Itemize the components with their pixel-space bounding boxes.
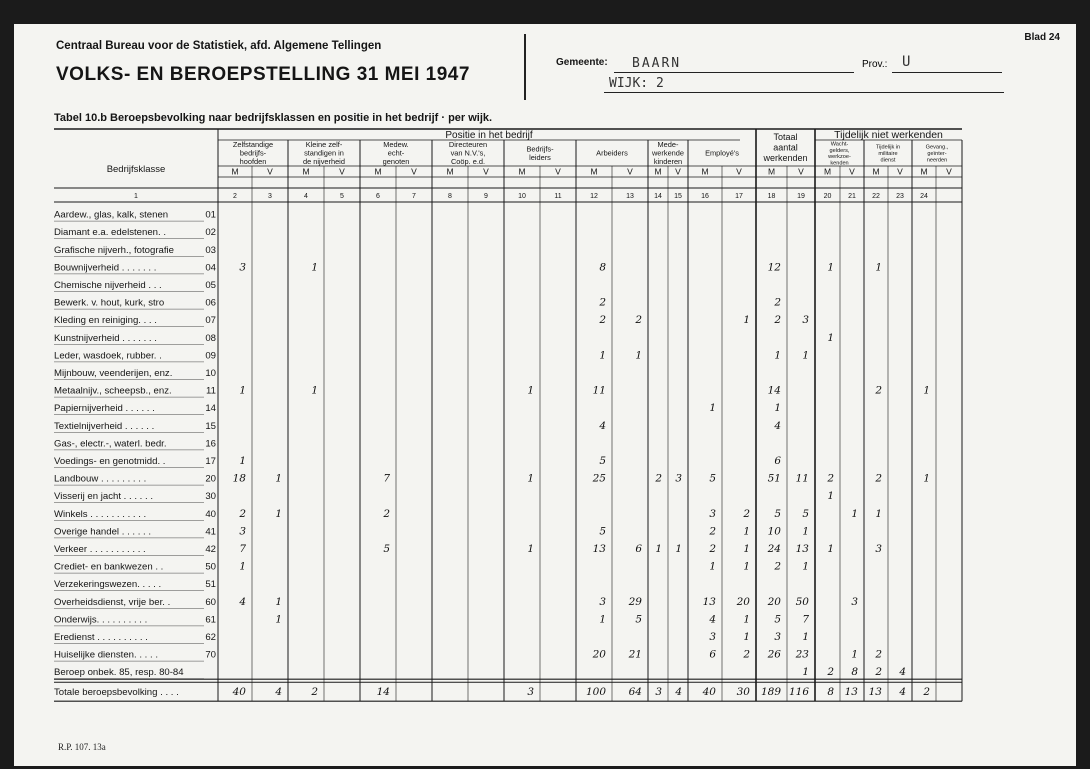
column-number: 18	[767, 193, 776, 200]
cell-value: 7	[239, 543, 246, 555]
cell-value: 1	[802, 666, 809, 679]
cell-value: 3	[239, 261, 246, 274]
total-value: 40	[702, 686, 716, 699]
row-label: Metaalnijv., scheepsb., enz.	[54, 385, 172, 397]
row-label: Voedings- en genotmidd. .	[54, 456, 166, 467]
row-code: 40	[205, 508, 216, 520]
cell-value: 2	[383, 507, 390, 520]
cell-value: 13	[702, 595, 716, 608]
wijk-value: WIJK: 2	[609, 76, 664, 91]
column-number: 15	[674, 193, 682, 200]
row-code: 17	[205, 456, 216, 467]
row-label: Aardew., glas, kalk, stenen	[54, 209, 169, 221]
row-label: Winkels . . . . . . . . . . .	[54, 508, 147, 520]
cell-value: 1	[802, 349, 809, 362]
row-label: Verzekeringswezen. . . . .	[54, 579, 162, 591]
cell-value: 5	[599, 525, 606, 538]
cell-value: 2	[709, 525, 716, 538]
cell-value: 7	[802, 613, 809, 626]
row-label: Bewerk. v. hout, kurk, stro	[54, 297, 165, 309]
group-header-line: van N.V.'s,	[450, 148, 486, 158]
cell-value: 13	[592, 543, 606, 555]
cell-value: 1	[851, 648, 858, 661]
cell-value: 50	[795, 595, 809, 608]
cell-value: 13	[795, 543, 809, 555]
row-code: 14	[205, 403, 216, 415]
sex-label: V	[555, 166, 561, 177]
cell-value: 1	[239, 455, 246, 467]
organization-heading: Centraal Bureau voor de Statistiek, afd. Algemene Tellingen	[56, 40, 382, 52]
cell-value: 6	[774, 455, 781, 467]
group-header-line: standigen in	[304, 148, 344, 158]
cell-value: 23	[795, 648, 809, 661]
group-header-line: Gevang.,	[925, 144, 949, 151]
column-number: 13	[626, 193, 634, 200]
cell-value: 3	[675, 472, 682, 485]
total-value: 4	[899, 686, 906, 699]
row-code: 50	[205, 561, 216, 573]
cell-value: 2	[239, 507, 246, 520]
cell-value: 1	[743, 543, 750, 555]
cell-value: 1	[827, 543, 834, 555]
column-number: 24	[920, 193, 928, 200]
column-number: 11	[554, 193, 562, 200]
column-number: 3	[268, 193, 272, 200]
sex-label: V	[267, 166, 273, 177]
cell-value: 5	[635, 613, 642, 626]
row-label: Verkeer . . . . . . . . . . .	[54, 544, 146, 555]
group-header-line: militaire	[878, 150, 898, 157]
cell-value: 1	[527, 384, 534, 397]
cell-value: 21	[628, 648, 642, 661]
cell-value: 1	[774, 402, 781, 415]
cell-value: 1	[275, 472, 282, 485]
row-label: Overige handel . . . . . .	[54, 526, 152, 538]
form-code: R.P. 107. 13a	[58, 742, 106, 752]
cell-value: 1	[802, 560, 809, 573]
row-code: 15	[205, 420, 216, 432]
cell-value: 11	[795, 472, 809, 485]
cell-value: 5	[802, 507, 809, 520]
cell-value: 4	[239, 595, 246, 608]
province-label: Prov.:	[862, 59, 888, 70]
cell-value: 1	[275, 595, 282, 608]
total-value: 30	[736, 686, 750, 699]
row-code: 20	[205, 473, 216, 485]
row-code: 16	[205, 438, 216, 450]
cell-value: 2	[655, 472, 662, 485]
row-code: 05	[205, 280, 216, 291]
group-header-line: Kleine zelf-	[305, 139, 343, 149]
row-label: Landbouw . . . . . . . . .	[54, 473, 147, 485]
row-code: 10	[205, 368, 216, 379]
sex-label: V	[849, 166, 855, 177]
cell-value: 29	[628, 595, 642, 608]
column-number: 5	[340, 193, 344, 200]
row-code: 07	[205, 315, 216, 327]
cell-value: 1	[923, 472, 930, 485]
group-header-line: Zelfstandige	[232, 139, 274, 149]
group-header-line: leiders	[529, 152, 551, 162]
group-header-line: Directeuren	[448, 139, 488, 149]
total-value: 2	[311, 686, 318, 699]
cell-value: 18	[232, 472, 246, 485]
cell-value: 1	[599, 349, 606, 362]
cell-value: 1	[599, 613, 606, 626]
cell-value: 4	[774, 419, 781, 432]
row-label: Kunstnijverheid . . . . . . .	[54, 332, 157, 344]
cell-value: 2	[599, 314, 606, 327]
row-code: 60	[205, 596, 216, 608]
form-title: VOLKS- EN BEROEPSTELLING 31 MEI 1947	[56, 64, 470, 85]
row-label: Papiernijverheid . . . . . .	[54, 403, 155, 415]
sex-label: V	[946, 166, 952, 177]
cell-value: 1	[239, 384, 246, 397]
cell-value: 2	[827, 666, 834, 679]
cell-value: 1	[774, 349, 781, 362]
row-label: Bouwnijverheid . . . . . . .	[54, 262, 157, 274]
sex-label: M	[302, 166, 310, 177]
group-header-line: Coöp. e.d.	[450, 157, 486, 167]
row-code: 09	[205, 350, 216, 362]
row-code: 01	[205, 209, 216, 221]
row-code: 70	[205, 649, 216, 661]
group-header-line: Bedrijfs-	[526, 144, 554, 154]
total-value: 100	[585, 686, 606, 699]
sex-label: M	[920, 166, 928, 177]
column-number: 14	[654, 193, 662, 200]
total-value: 3	[655, 686, 662, 699]
column-number: 20	[823, 193, 832, 200]
sex-label: M	[701, 166, 709, 177]
cell-value: 1	[743, 314, 750, 327]
group-header-line: Mede-	[657, 139, 679, 149]
row-code: 61	[205, 614, 216, 626]
cell-value: 2	[875, 648, 882, 661]
group-header-line: echt-	[387, 148, 405, 158]
cell-value: 3	[851, 595, 858, 608]
cell-value: 8	[599, 261, 606, 274]
cell-value: 2	[875, 666, 882, 679]
cell-value: 2	[743, 648, 750, 661]
cell-value: 1	[239, 560, 246, 573]
row-label: Chemische nijverheid . . .	[54, 280, 162, 291]
cell-value: 26	[767, 648, 781, 661]
cell-value: 11	[592, 384, 606, 397]
group-header-line: gelders,	[829, 147, 850, 154]
column-number: 10	[518, 193, 526, 200]
cell-value: 20	[736, 595, 750, 608]
cell-value: 2	[774, 560, 781, 573]
group-header-line: geïnter-	[927, 150, 947, 157]
cell-value: 3	[709, 507, 716, 520]
cell-value: 20	[592, 648, 606, 661]
column-number: 17	[735, 193, 743, 200]
cell-value: 1	[635, 349, 642, 362]
gemeente-value: BAARN	[632, 56, 682, 71]
cell-value: 1	[527, 472, 534, 485]
sex-label: M	[374, 166, 382, 177]
cell-value: 4	[899, 666, 906, 679]
row-label: Leder, wasdoek, rubber. .	[54, 350, 162, 362]
sex-label: M	[518, 166, 526, 177]
sex-label: M	[823, 166, 832, 177]
sex-label: V	[736, 166, 742, 177]
row-code: 06	[205, 297, 216, 309]
cell-value: 3	[774, 631, 781, 643]
group-header-line: hoofden	[239, 157, 267, 167]
total-value: 64	[628, 686, 642, 699]
bedrijfsklasse-header: Bedrijfsklasse	[106, 164, 166, 175]
group-header-line: dienst	[880, 157, 896, 164]
sex-label: V	[411, 166, 417, 177]
row-code: 08	[205, 332, 216, 344]
group-header-line: Totaal	[773, 132, 798, 143]
row-code: 41	[205, 526, 216, 538]
cell-value: 2	[635, 314, 642, 327]
group-header-line: aantal	[773, 142, 798, 153]
group-header-line: werkzoe-	[828, 154, 851, 161]
column-number: 9	[484, 193, 488, 200]
cell-value: 1	[527, 543, 534, 555]
column-number: 2	[233, 193, 237, 200]
sex-label: M	[872, 166, 880, 177]
group-header-line: Medew.	[383, 139, 409, 149]
group-header-line: werkende	[651, 148, 685, 158]
group-header-line: kinderen	[653, 157, 683, 167]
cell-value: 1	[743, 525, 750, 538]
cell-value: 2	[827, 472, 834, 485]
cell-value: 1	[655, 543, 662, 555]
group-header-line: genoten	[382, 157, 410, 167]
total-value: 189	[760, 686, 781, 699]
row-label: Crediet- en bankwezen . .	[54, 561, 164, 573]
cell-value: 1	[802, 525, 809, 538]
sex-label: M	[446, 166, 454, 177]
cell-value: 10	[767, 525, 781, 538]
row-label: Onderwijs. . . . . . . . . .	[54, 614, 148, 626]
cell-value: 8	[851, 666, 858, 679]
sex-label: V	[675, 166, 681, 177]
cell-value: 20	[767, 595, 781, 608]
cell-value: 1	[802, 631, 809, 643]
group-header-line: bedrijfs-	[239, 148, 267, 158]
sex-label: M	[654, 166, 662, 177]
cell-value: 1	[851, 507, 858, 520]
positie-header: Positie in het bedrijf	[445, 130, 533, 141]
row-code: 30	[205, 491, 216, 503]
total-value: 2	[923, 686, 930, 699]
cell-value: 1	[709, 560, 716, 573]
cell-value: 5	[774, 507, 781, 520]
column-number: 4	[304, 193, 308, 200]
group-header-line: Wacht-	[830, 141, 849, 148]
row-label: Mijnbouw, veenderijen, enz.	[54, 368, 173, 379]
cell-value: 7	[383, 472, 390, 485]
cell-value: 2	[599, 296, 606, 309]
total-value: 13	[844, 686, 858, 699]
row-label: Beroep onbek. 85, resp. 80-84	[54, 667, 184, 679]
total-value: 3	[527, 686, 534, 699]
totals-label: Totale beroepsbevolking . . . .	[54, 687, 179, 699]
cell-value: 2	[774, 314, 781, 327]
column-number: 23	[896, 193, 904, 200]
gemeente-label: Gemeente:	[556, 57, 608, 68]
cell-value: 1	[275, 507, 282, 520]
column-number: 16	[701, 193, 709, 200]
cell-value: 1	[827, 490, 834, 503]
cell-value: 1	[311, 384, 318, 397]
column-number: 1	[134, 193, 138, 200]
row-code: 04	[205, 262, 216, 274]
cell-value: 1	[827, 261, 834, 274]
cell-value: 6	[709, 648, 716, 661]
group-header-line: kenden	[830, 160, 849, 167]
sex-label: M	[231, 166, 239, 177]
row-code: 51	[205, 579, 216, 591]
group-header-line: neerden	[926, 157, 948, 164]
row-code: 62	[205, 632, 216, 643]
group-header-line: Tijdelijk in	[875, 144, 901, 151]
row-code: 02	[205, 227, 216, 239]
cell-value: 5	[383, 543, 390, 555]
total-value: 13	[868, 686, 882, 699]
cell-value: 5	[599, 455, 606, 467]
cell-value: 14	[767, 384, 781, 397]
cell-value: 1	[743, 560, 750, 573]
cell-value: 3	[599, 595, 606, 608]
cell-value: 1	[923, 384, 930, 397]
row-label: Gas-, electr.-, waterl. bedr.	[54, 438, 167, 450]
cell-value: 3	[875, 543, 882, 555]
total-value: 14	[376, 686, 390, 699]
cell-value: 2	[709, 543, 716, 555]
province-value: U	[902, 54, 911, 70]
cell-value: 6	[635, 543, 642, 555]
table-title: Tabel 10.b Beroepsbevolking naar bedrijfsklassen en positie in het bedrijf · per wijk.	[54, 112, 493, 124]
column-number: 8	[448, 193, 452, 200]
cell-value: 12	[767, 261, 781, 274]
cell-value: 3	[239, 525, 246, 538]
row-code: 03	[205, 244, 216, 256]
cell-value: 1	[827, 331, 834, 344]
census-table	[14, 24, 1076, 766]
cell-value: 1	[875, 507, 882, 520]
sex-label: V	[339, 166, 345, 177]
cell-value: 1	[275, 613, 282, 626]
group-header-line: de nijverheid	[303, 157, 345, 167]
total-value: 8	[827, 686, 834, 699]
cell-value: 5	[709, 472, 716, 485]
census-form-sheet	[14, 24, 1076, 766]
cell-value: 24	[767, 543, 781, 555]
row-label: Textielnijverheid . . . . . .	[54, 420, 155, 432]
cell-value: 2	[774, 296, 781, 309]
cell-value: 2	[875, 384, 882, 397]
cell-value: 4	[709, 613, 716, 626]
column-number: 22	[872, 193, 880, 200]
row-label: Visserij en jacht . . . . . .	[54, 491, 153, 503]
column-number: 19	[797, 193, 805, 200]
cell-value: 1	[743, 613, 750, 626]
cell-value: 2	[875, 472, 882, 485]
cell-value: 4	[599, 419, 606, 432]
cell-value: 1	[709, 402, 716, 415]
row-label: Overheidsdienst, vrije ber. .	[54, 596, 171, 608]
row-label: Grafische nijverh., fotografie	[54, 244, 174, 256]
cell-value: 1	[875, 261, 882, 274]
row-code: 11	[206, 385, 216, 397]
column-number: 7	[412, 193, 416, 200]
sex-label: M	[590, 166, 598, 177]
group-header-line: Employé's	[705, 148, 739, 158]
sex-label: V	[897, 166, 903, 177]
sex-label: M	[767, 166, 776, 177]
sex-label: V	[627, 166, 633, 177]
total-value: 4	[275, 686, 282, 699]
row-code: 42	[205, 544, 216, 555]
row-label: Diamant e.a. edelstenen. .	[54, 227, 166, 239]
cell-value: 51	[767, 472, 781, 485]
column-number: 21	[848, 193, 856, 200]
cell-value: 5	[774, 613, 781, 626]
cell-value: 3	[709, 631, 716, 643]
total-value: 116	[788, 686, 809, 699]
cell-value: 1	[311, 261, 318, 274]
cell-value: 25	[592, 472, 606, 485]
sheet-number: Blad 24	[1024, 32, 1060, 43]
cell-value: 3	[802, 314, 809, 327]
group-header-line: werkenden	[763, 153, 808, 164]
column-number: 6	[376, 193, 380, 200]
group-header-line: Arbeiders	[596, 148, 628, 158]
sex-label: V	[483, 166, 489, 177]
row-label: Eredienst . . . . . . . . . .	[54, 632, 148, 643]
cell-value: 1	[743, 631, 750, 643]
column-number: 12	[590, 193, 598, 200]
row-label: Kleding en reiniging. . . .	[54, 315, 157, 327]
cell-value: 1	[675, 543, 682, 555]
sex-label: V	[798, 166, 804, 177]
row-label: Huiselijke diensten. . . . .	[54, 649, 158, 661]
total-value: 40	[232, 686, 246, 699]
tijdelijk-header: Tijdelijk niet werkenden	[834, 129, 943, 141]
cell-value: 2	[743, 507, 750, 520]
total-value: 4	[675, 686, 682, 699]
